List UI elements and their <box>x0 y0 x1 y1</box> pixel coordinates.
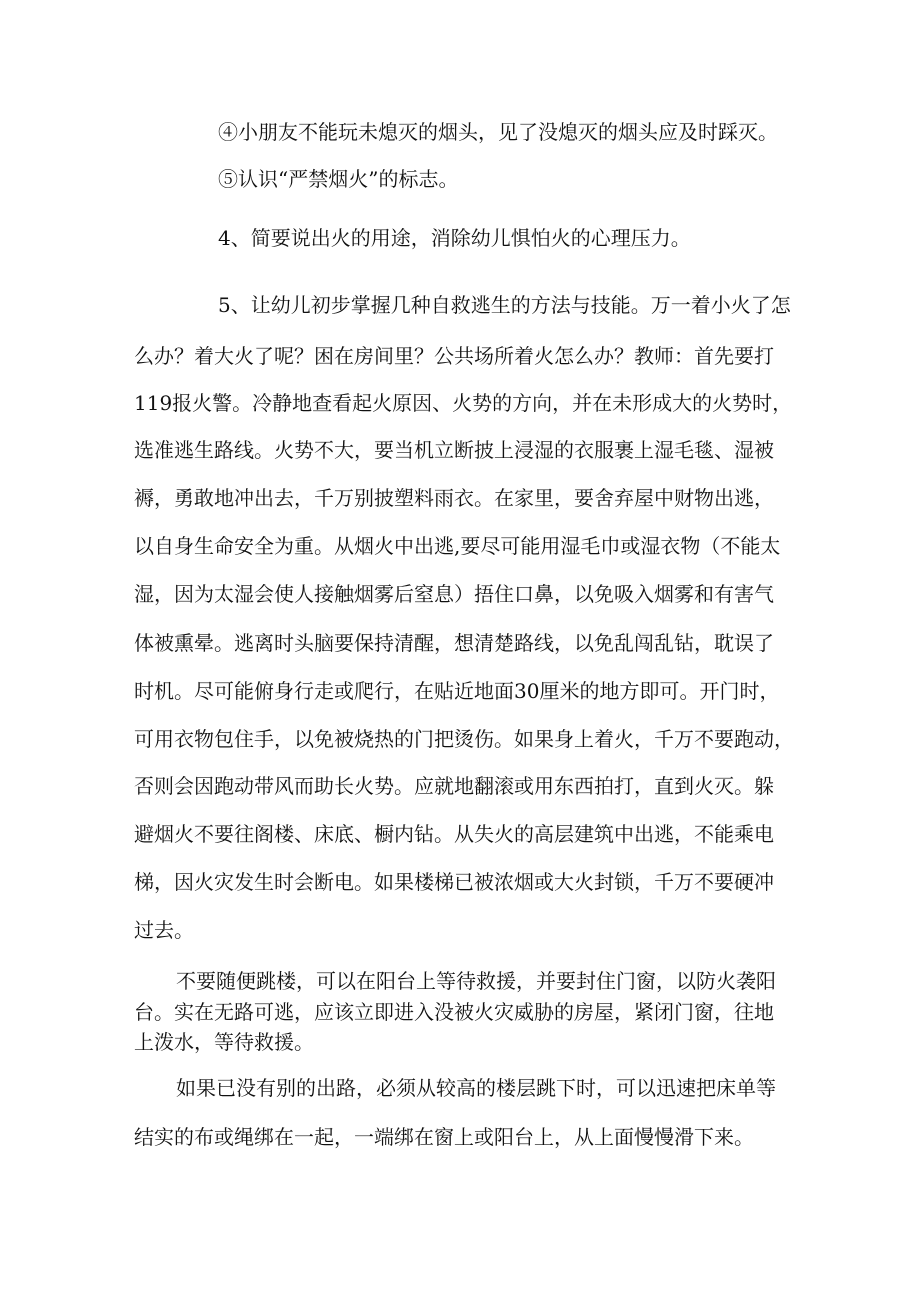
point-5-line: 么办？着大火了呢？困在房间里？公共场所着火怎么办？教师：首先要打 <box>134 344 774 368</box>
point-5-line: 避烟火不要往阁楼、床底、橱内钻。从失火的高层建筑中出逃，不能乘电 <box>134 822 774 846</box>
point-5-line: 体被熏晕。逃离时头脑要保持清醒，想清楚路线，以免乱闯乱钻，耽误了 <box>134 631 774 655</box>
paragraph-jump-line: 上泼水，等待救援。 <box>134 1030 314 1054</box>
paragraph-jump-line: 台。实在无路可逃，应该立即进入没被火灾威胁的房屋，紧闭门窗，往地 <box>134 1000 774 1024</box>
paragraph-last-line: 如果已没有别的出路，必须从较高的楼层跳下时，可以迅速把床单等 <box>176 1076 776 1100</box>
item-4: ④小朋友不能玩未熄灭的烟头，见了没熄灭的烟头应及时踩灭。 <box>218 120 778 144</box>
point-5-line: 否则会因跑动带风而助长火势。应就地翻滚或用东西拍打，直到火灭。躲 <box>134 774 774 798</box>
item-5: ⑤认识“严禁烟火”的标志。 <box>218 167 459 191</box>
point-5-line: 梯，因火灾发生时会断电。如果楼梯已被浓烟或大火封锁，千万不要硬冲 <box>134 870 774 894</box>
point-5-line: 褥，勇敢地冲出去，千万别披塑料雨衣。在家里，要舍弃屋中财物出逃， <box>134 486 774 510</box>
point-5-line: 以自身生命安全为重。从烟火中出逃,要尽可能用湿毛巾或湿衣物（不能太 <box>134 534 781 558</box>
point-5-line: 119报火警。冷静地查看起火原因、火势的方向，并在未形成大的火势时， <box>134 391 793 415</box>
point-5-line: 选准逃生路线。火势不大，要当机立断披上浸湿的衣服裹上湿毛毯、湿被 <box>134 438 774 462</box>
point-5-line: 过去。 <box>134 918 194 942</box>
point-5-line: 5、让幼儿初步掌握几种自救逃生的方法与技能。万一着小火了怎 <box>218 293 791 317</box>
point-5-line: 时机。尽可能俯身行走或爬行，在贴近地面30厘米的地方即可。开门时， <box>134 679 780 703</box>
point-4: 4、简要说出火的用途，消除幼儿惧怕火的心理压力。 <box>218 226 691 250</box>
paragraph-last-line: 结实的布或绳绑在一起，一端绑在窗上或阳台上，从上面慢慢滑下来。 <box>134 1125 754 1149</box>
point-5-line: 湿，因为太湿会使人接触烟雾后窒息）捂住口鼻，以免吸入烟雾和有害气 <box>134 582 774 606</box>
point-5-line: 可用衣物包住手，以免被烧热的门把烫伤。如果身上着火，千万不要跑动， <box>134 727 794 751</box>
paragraph-jump-line: 不要随便跳楼，可以在阳台上等待救援，并要封住门窗，以防火袭阳 <box>176 969 776 993</box>
